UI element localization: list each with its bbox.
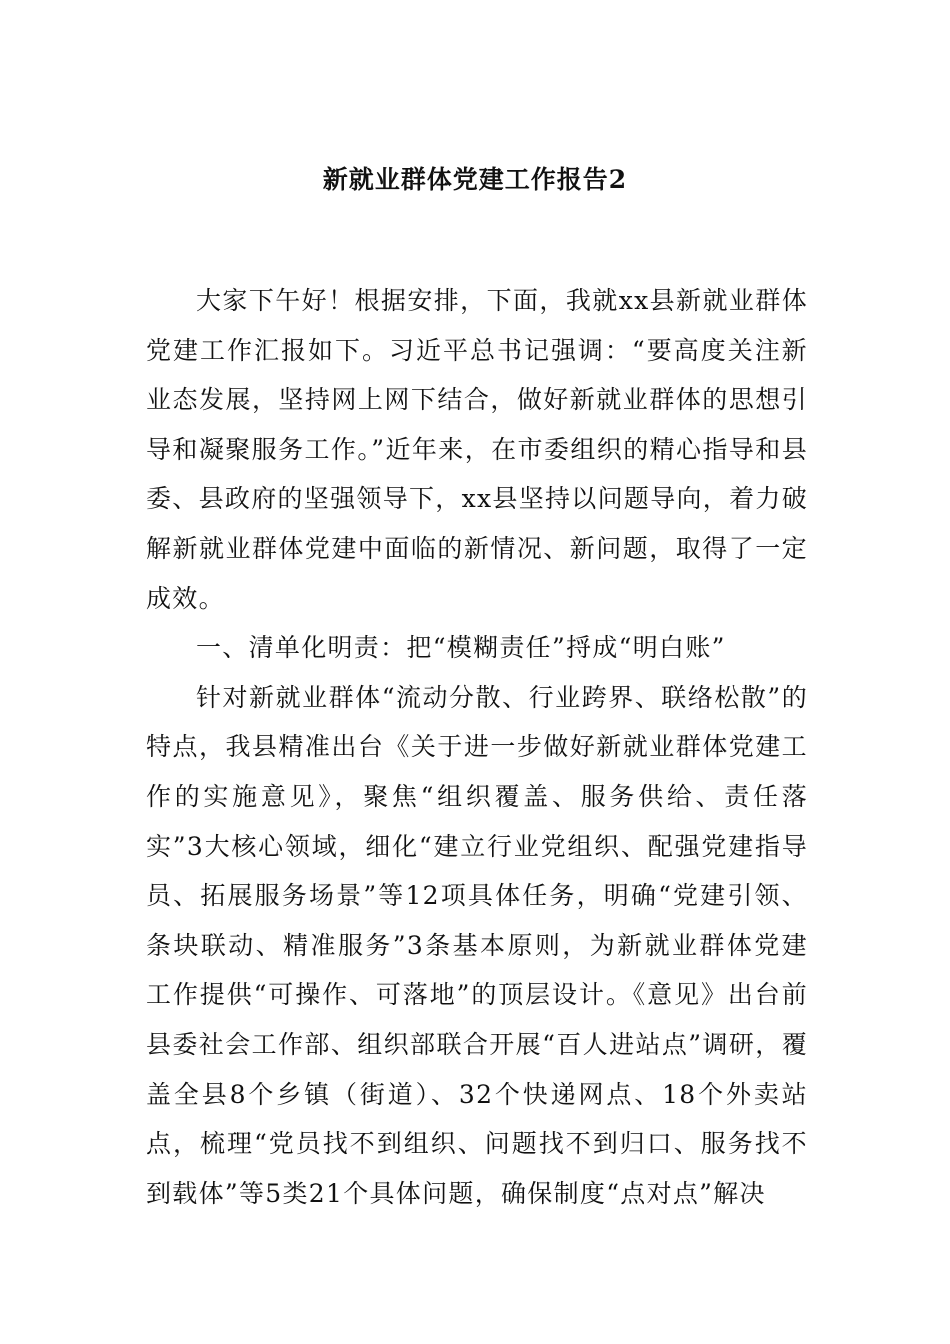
section-1-heading: 一、清单化明责：把“模糊责任”捋成“明白账”: [196, 633, 726, 663]
intro-paragraph: 大家下午好！根据安排，下面，我就xx县新就业群体党建工作汇报如下。习近平总书记强调：“要高度关注新业态发展，坚持网上网下结合，做好新就业群体的思想引导和凝聚服务工作。”近年来，在市委组织的精心指导和县委、县政府的坚强领导下，xx县坚持以问题导向，着力破解新就业群体党建中面临的新情况、新问题，取得了一定成效。: [146, 286, 809, 613]
document-title: 新就业群体党建工作报告2: [322, 165, 628, 194]
section-1-paragraph: 针对新就业群体“流动分散、行业跨界、联络松散”的特点，我县精准出台《关于进一步做好新就业群体党建工作的实施意见》，聚焦“组织覆盖、服务供给、责任落实”3大核心领域，细化“建立行业党组织、配强党建指导员、拓展服务场景”等12项具体任务，明确“党建引领、条块联动、精准服务”3条基本原则，为新就业群体党建工作提供“可操作、可落地”的顶层设计。《意见》出台前县委社会工作部、组织部联合开展“百人进站点”调研，覆盖全县8个乡镇（街道）、32个快递网点、18个外卖站点，梳理“党员找不到组织、问题找不到归口、服务找不到载体”等5类21个具体问题，确保制度“点对点”解决: [146, 682, 808, 1208]
document-body: [146, 276, 808, 1218]
